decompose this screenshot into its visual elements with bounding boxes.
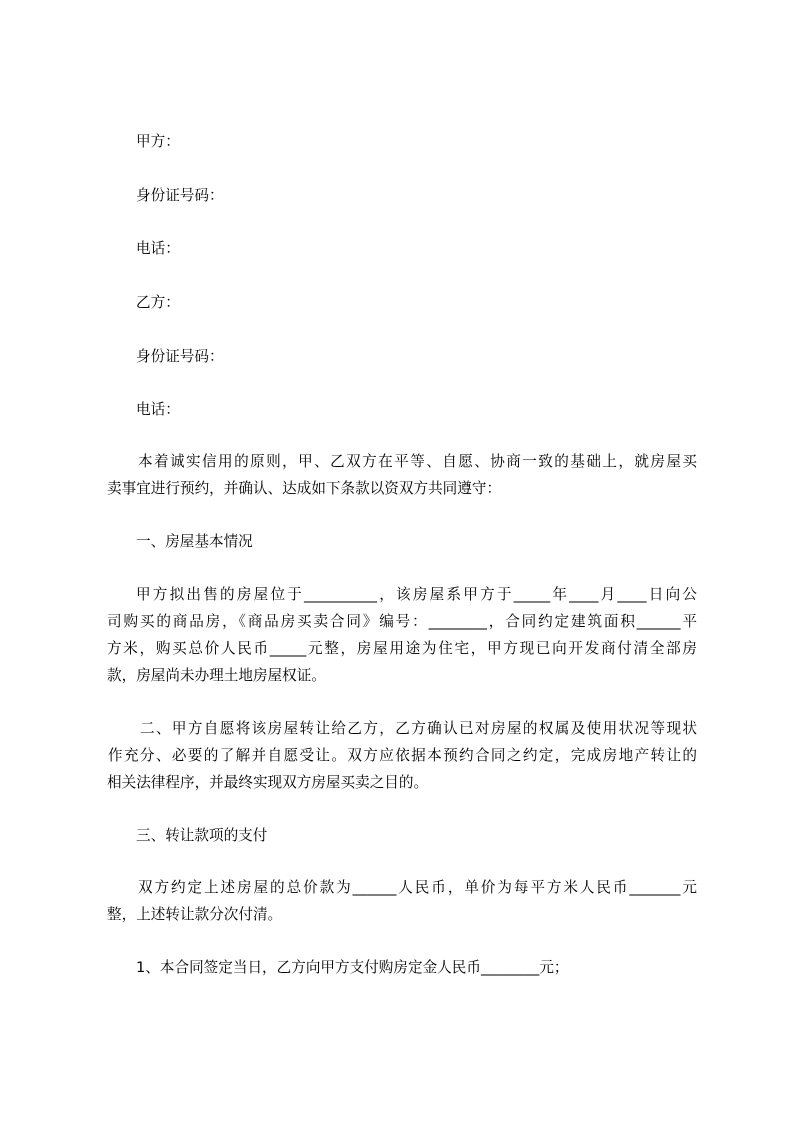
paragraph-line: 款，房屋尚未办理土地房屋权证。 [107,667,326,684]
paragraph-line: 司购买的商品房，《商品房买卖合同》编号：________，合同约定建筑面积______平 [107,613,697,630]
section3-item-1: 1、本合同签定当日，乙方向甲方支付购房定金人民币________元； [136,959,569,976]
party-b-phone-label: 电话： [136,401,180,418]
paragraph-line: 整，上述转让款分次付清。 [107,906,283,923]
party-a-label: 甲方： [136,133,180,150]
paragraph-line: 二、甲方自愿将该房屋转让给乙方，乙方确认已对房屋的权属及使用状况等现状 [140,720,697,737]
party-b-id-label: 身份证号码： [136,348,224,365]
paragraph-line: 卖事宜进行预约，并确认、达成如下条款以资双方共同遵守： [107,480,502,497]
party-b-label: 乙方： [136,294,180,311]
paragraph-line: 双方约定上述房屋的总价款为______人民币，单价为每平方米人民币_______元 [138,879,697,896]
section3-heading: 三、转让款项的支付 [136,827,268,844]
paragraph-line: 相关法律程序，并最终实现双方房屋买卖之目的。 [107,774,429,791]
paragraph-line: 甲方拟出售的房屋位于__________，该房屋系甲方于_____年____月____日向公 [136,586,697,603]
paragraph-line: 本着诚实信用的原则，甲、乙双方在平等、自愿、协商一致的基础上，就房屋买 [138,453,697,470]
party-a-id-label: 身份证号码： [136,187,224,204]
paragraph-line: 方米，购买总价人民币_____元整，房屋用途为住宅，甲方现已向开发商付清全部房 [107,640,697,657]
party-a-phone-label: 电话： [136,240,180,257]
section1-heading: 一、房屋基本情况 [136,533,253,550]
paragraph-line: 作充分、必要的了解并自愿受让。双方应依据本预约合同之约定，完成房地产转让的 [108,747,697,764]
